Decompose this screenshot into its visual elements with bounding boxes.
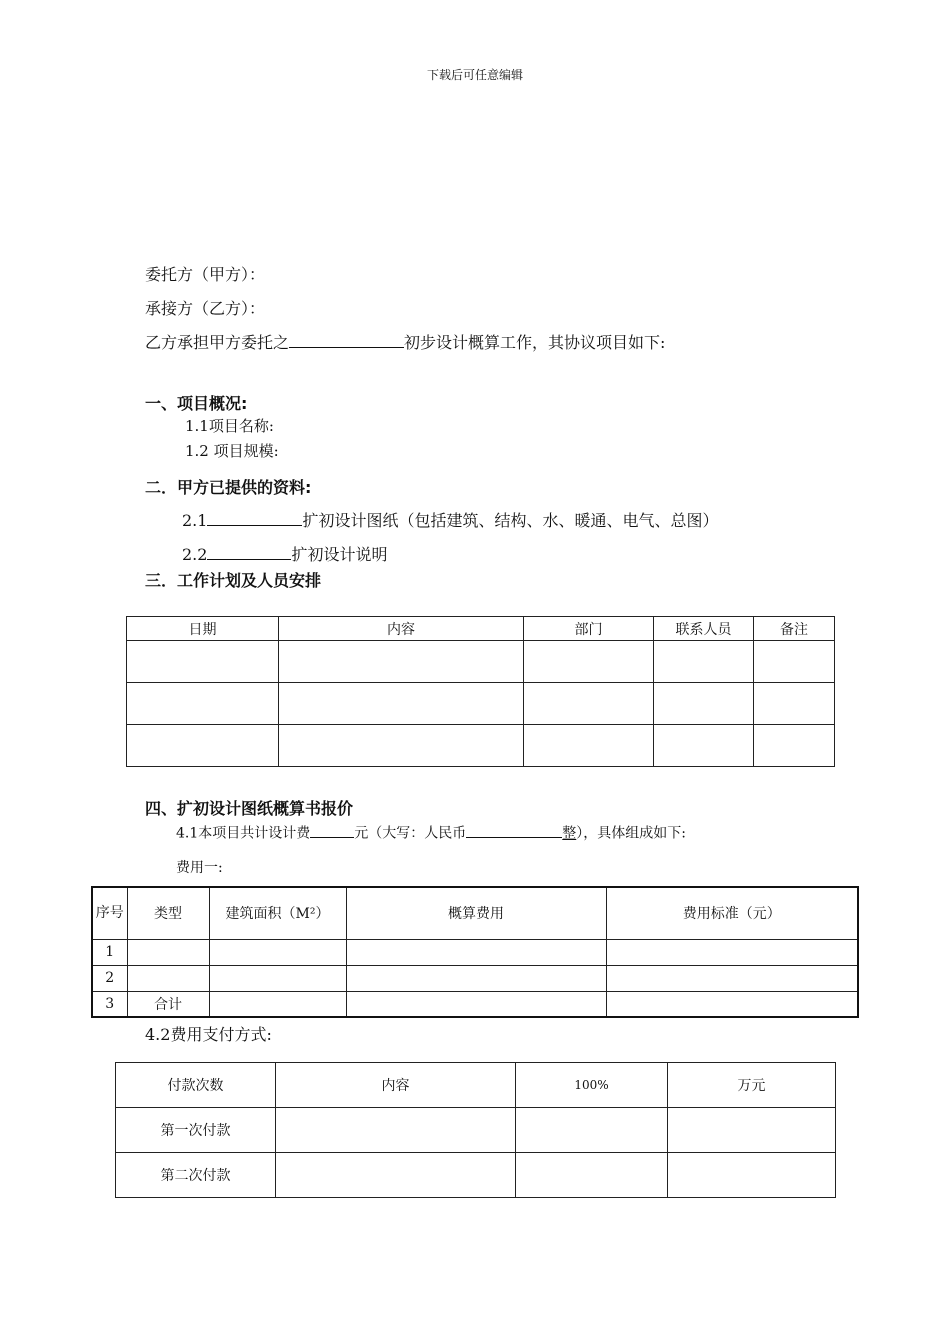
project-name-label: 1.1项目名称: [185, 417, 274, 435]
header-date: 日期 [127, 617, 279, 641]
work-plan-header-row [127, 617, 835, 641]
table-cell[interactable] [276, 1108, 516, 1153]
material-item-1-no: 2.1 [182, 511, 208, 530]
header-standard: 费用标准（元） [606, 887, 858, 939]
table-cell[interactable] [668, 1108, 836, 1153]
row-type[interactable] [127, 939, 209, 965]
section3-title: 三．工作计划及人员安排 [145, 571, 322, 590]
fee-one-label: 费用一: [176, 860, 223, 876]
fee-amount-blank[interactable] [310, 822, 354, 838]
fee-total-zheng: 整 [562, 825, 577, 842]
row-type[interactable] [127, 965, 209, 991]
table-row [127, 641, 835, 683]
material-item-2-no: 2.2 [182, 545, 208, 564]
table-cell[interactable] [127, 641, 279, 683]
row-no: 3 [92, 991, 127, 1017]
table-cell[interactable] [754, 725, 835, 767]
table-row [92, 939, 858, 965]
table-row [116, 1153, 836, 1198]
table-cell[interactable] [754, 683, 835, 725]
fee-total-mid: 元（大写：人民币 [354, 825, 467, 842]
fee-total-prefix: 4.1本项目共计设计费 [176, 825, 311, 842]
table-cell[interactable] [127, 725, 279, 767]
table-cell[interactable] [127, 683, 279, 725]
table-cell[interactable] [654, 725, 754, 767]
material-item-1-text: 扩初设计图纸（包括建筑、结构、水、暖通、电气、总图） [302, 511, 719, 530]
table-cell[interactable] [668, 1153, 836, 1198]
table-cell[interactable] [524, 725, 654, 767]
section2-title: 二．甲方已提供的资料: [145, 478, 312, 497]
table-cell[interactable] [346, 939, 606, 965]
table-cell[interactable] [654, 641, 754, 683]
material-1-blank[interactable] [207, 508, 302, 526]
section1-title: 一、项目概况: [145, 394, 248, 413]
intro-prefix: 乙方承担甲方委托之 [145, 333, 290, 352]
table-cell[interactable] [516, 1153, 668, 1198]
row-no: 2 [92, 965, 127, 991]
project-blank[interactable] [289, 330, 404, 348]
payment-row-label: 第一次付款 [116, 1108, 276, 1153]
table-cell[interactable] [209, 939, 346, 965]
table-row [116, 1108, 836, 1153]
table-cell[interactable] [209, 965, 346, 991]
header-estimate: 概算费用 [346, 887, 606, 939]
table-cell[interactable] [606, 965, 858, 991]
payment-label: 4.2费用支付方式: [145, 1025, 272, 1044]
table-cell[interactable] [209, 991, 346, 1017]
header-remark: 备注 [754, 617, 835, 641]
fee-header-row [92, 887, 858, 939]
table-cell[interactable] [279, 725, 524, 767]
material-2-blank[interactable] [207, 542, 291, 560]
material-item-1 [182, 508, 718, 531]
table-cell[interactable] [279, 683, 524, 725]
payment-header-row [116, 1063, 836, 1108]
header-percent: 100% [516, 1063, 668, 1108]
material-item-2-text: 扩初设计说明 [291, 545, 388, 564]
table-cell[interactable] [606, 939, 858, 965]
header-amount: 万元 [668, 1063, 836, 1108]
table-row [127, 725, 835, 767]
header-department: 部门 [524, 617, 654, 641]
row-no: 1 [92, 939, 127, 965]
header-note: 下载后可任意编辑 [426, 68, 523, 82]
table-cell[interactable] [654, 683, 754, 725]
header-payment-count: 付款次数 [116, 1063, 276, 1108]
fee-table [91, 886, 859, 1018]
fee-total-suffix: ），具体组成如下: [576, 825, 686, 842]
row-total: 合计 [127, 991, 209, 1017]
table-row [92, 991, 858, 1017]
fee-uppercase-blank[interactable] [466, 822, 562, 838]
project-scale-label: 1.2 项目规模: [185, 442, 279, 460]
material-item-2 [182, 542, 387, 565]
table-cell[interactable] [524, 641, 654, 683]
fee-total-line [176, 822, 686, 843]
table-row [127, 683, 835, 725]
header-content: 内容 [279, 617, 524, 641]
header-seq: 序号 [92, 887, 127, 939]
payment-row-label: 第二次付款 [116, 1153, 276, 1198]
client-label: 委托方（甲方）： [145, 265, 266, 284]
intro-suffix: 初步设计概算工作，其协议项目如下: [404, 333, 666, 352]
intro-line [145, 330, 665, 353]
table-cell[interactable] [279, 641, 524, 683]
section4-title: 四、扩初设计图纸概算书报价 [145, 799, 354, 818]
table-row [92, 965, 858, 991]
table-cell[interactable] [524, 683, 654, 725]
table-cell[interactable] [606, 991, 858, 1017]
contractor-label: 承接方（乙方）： [145, 299, 266, 318]
table-cell[interactable] [346, 965, 606, 991]
header-contact: 联系人员 [654, 617, 754, 641]
table-cell[interactable] [276, 1153, 516, 1198]
header-type: 类型 [127, 887, 209, 939]
header-payment-content: 内容 [276, 1063, 516, 1108]
table-cell[interactable] [754, 641, 835, 683]
work-plan-table [126, 616, 835, 767]
header-area: 建筑面积（M²） [209, 887, 346, 939]
table-cell[interactable] [516, 1108, 668, 1153]
payment-table [115, 1062, 836, 1198]
table-cell[interactable] [346, 991, 606, 1017]
